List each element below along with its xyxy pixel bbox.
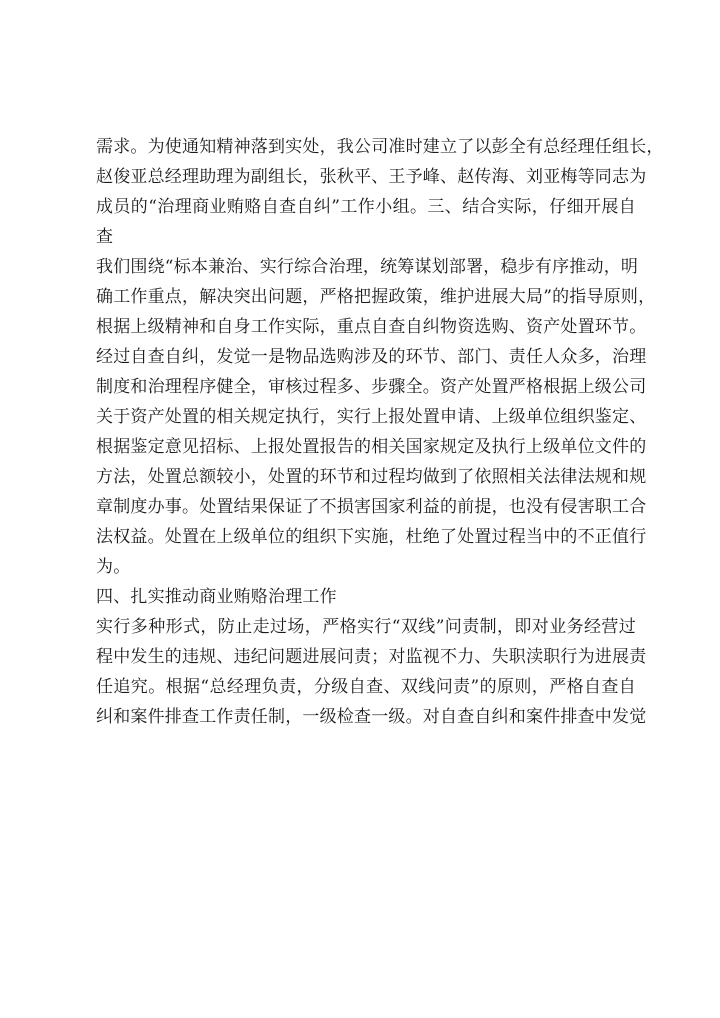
text-line: 根据上级精神和自身工作实际，重点自查自纠物资选购、资产处置环节。 xyxy=(96,317,647,337)
text-line: 为。 xyxy=(96,557,131,577)
text-line: 实行多种形式，防止走过场，严格实行“双线”问责制，即对业务经营过 xyxy=(96,617,636,637)
text-line: 查 xyxy=(96,227,114,247)
text-line: 方法，处置总额较小，处置的环节和过程均做到了依照相关法律法规和规 xyxy=(96,467,647,487)
text-line: 任追究。根据“总经理负责，分级自查、双线问责”的原则，严格自查自 xyxy=(96,677,636,697)
text-line: 制度和治理程序健全，审核过程多、步骤全。资产处置严格根据上级公司 xyxy=(96,377,647,397)
heading-line: 四、扎实推动商业贿赂治理工作 xyxy=(96,587,337,607)
text-line: 赵俊亚总经理助理为副组长，张秋平、王予峰、赵传海、刘亚梅等同志为 xyxy=(96,167,647,187)
section-heading xyxy=(96,582,636,612)
text-line: 关于资产处置的相关规定执行，实行上报处置申请、上级单位组织鉴定、 xyxy=(96,407,647,427)
body-text xyxy=(96,132,664,732)
text-line: 经过自查自纠，发觉一是物品选购涉及的环节、部门、责任人众多，治理 xyxy=(96,347,647,367)
paragraph-1 xyxy=(96,132,664,252)
text-line: 成员的“治理商业贿赂自查自纠”工作小组。三、结合实际，仔细开展自 xyxy=(96,197,636,217)
text-line: 纠和案件排查工作责任制，一级检查一级。对自查自纠和案件排查中发觉 xyxy=(96,707,647,727)
text-line: 需求。为使通知精神落到实处，我公司准时建立了以彭全有总经理任组长， xyxy=(96,137,664,157)
text-line: 章制度办事。处置结果保证了不损害国家利益的前提，也没有侵害职工合 xyxy=(96,497,647,517)
text-line: 根据鉴定意见招标、上报处置报告的相关国家规定及执行上级单位文件的 xyxy=(96,437,647,457)
paragraph-3 xyxy=(96,612,647,732)
text-line: 程中发生的违规、违纪问题进展问责；对监视不力、失职渎职行为进展责 xyxy=(96,647,647,667)
paragraph-2 xyxy=(96,252,656,582)
text-line: 法权益。处置在上级单位的组织下实施，杜绝了处置过程当中的不正值行 xyxy=(96,527,647,547)
text-line: 我们围绕“标本兼治、实行综合治理，统筹谋划部署，稳步有序推动，明 xyxy=(96,257,639,277)
text-line: 确工作重点，解决突出问题，严格把握政策，维护进展大局”的指导原则， xyxy=(96,287,656,307)
